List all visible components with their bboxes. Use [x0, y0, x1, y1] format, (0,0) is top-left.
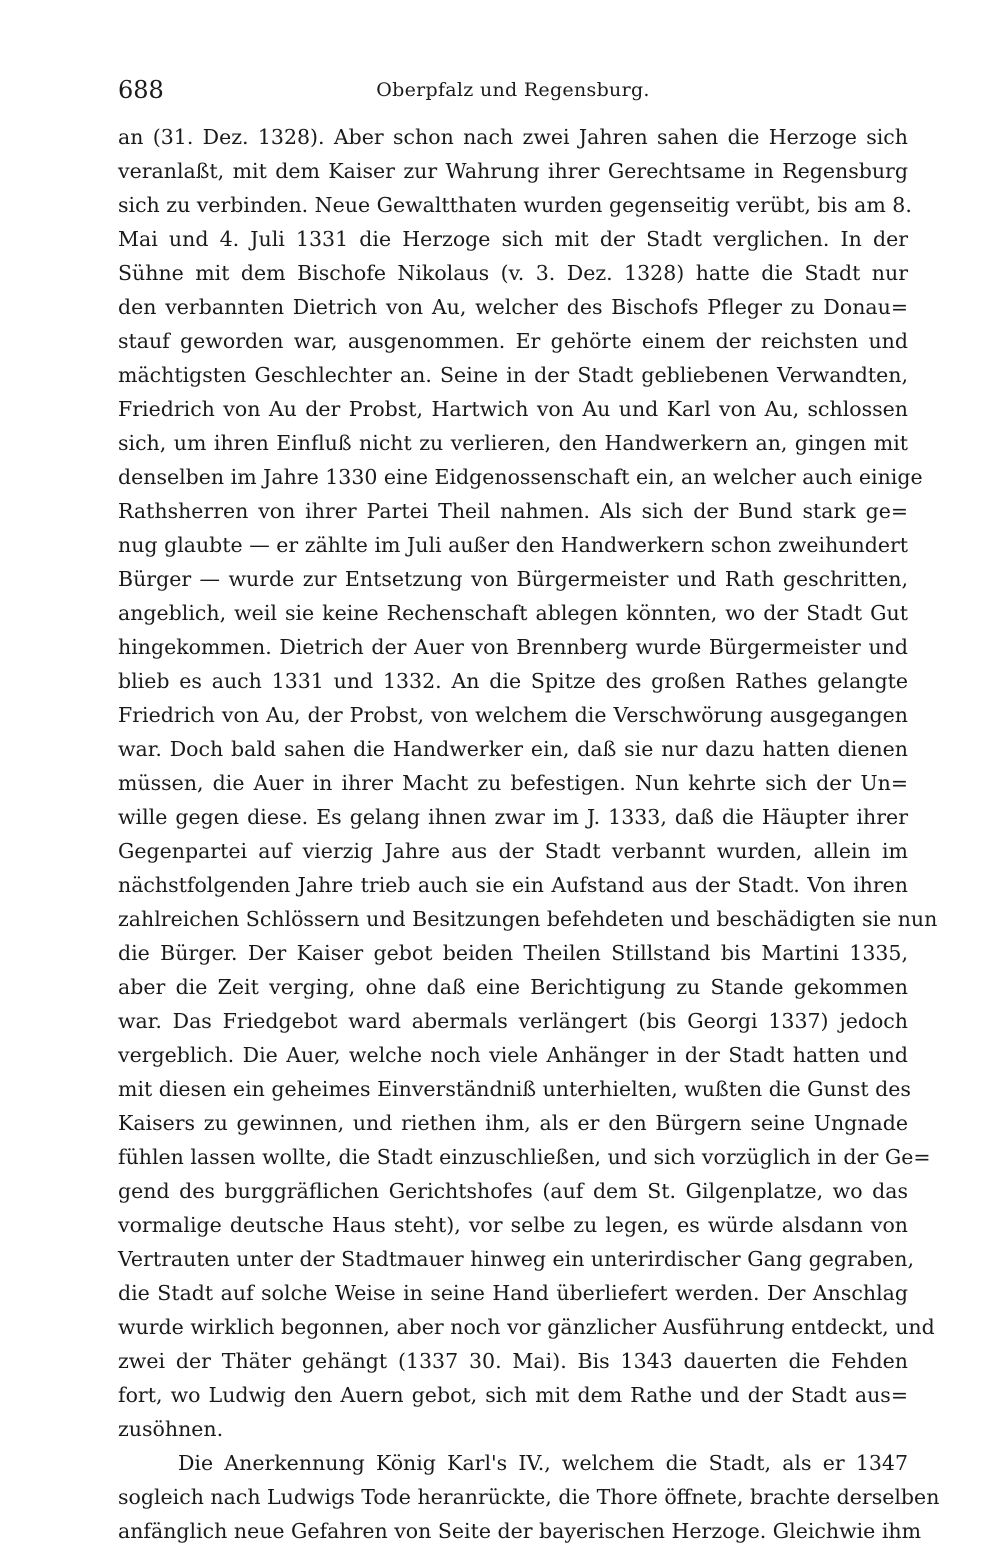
text-line: Friedrich von Au der Probst, Hartwich von Au und Karl von Au, schlossen [118, 397, 908, 421]
text-line: aber die Zeit verging, ohne daß eine Berichtigung zu Stande gekommen [118, 975, 908, 999]
text-line: müssen, die Auer in ihrer Macht zu befestigen. Nun kehrte sich der Un= [118, 771, 908, 795]
text-line: stauf geworden war, ausgenommen. Er gehörte einem der reichsten und [118, 329, 908, 353]
text-line: vergeblich. Die Auer, welche noch viele Anhänger in der Stadt hatten und [118, 1043, 908, 1067]
text-line: vormalige deutsche Haus steht), vor selbe zu legen, es würde alsdann von [118, 1213, 908, 1237]
text-line: veranlaßt, mit dem Kaiser zur Wahrung ihrer Gerechtsame in Regensburg [118, 159, 908, 183]
page-header [118, 72, 908, 108]
text-line: denselben im Jahre 1330 eine Eidgenossenschaft ein, an welcher auch einige [118, 465, 923, 489]
text-line: zusöhnen. [118, 1417, 224, 1441]
text-line: die Bürger. Der Kaiser gebot beiden Theilen Stillstand bis Martini 1335, [118, 941, 908, 965]
text-line: sich, um ihren Einfluß nicht zu verlieren, den Handwerkern an, gingen mit [118, 431, 908, 455]
text-line: Kaisers zu gewinnen, und riethen ihm, als er den Bürgern seine Ungnade [118, 1111, 908, 1135]
paragraph [118, 120, 938, 1446]
text-line: angeblich, weil sie keine Rechenschaft ablegen könnten, wo der Stadt Gut [118, 601, 908, 625]
paragraph [118, 1446, 940, 1548]
text-line: Sühne mit dem Bischofe Nikolaus (v. 3. Dez. 1328) hatte die Stadt nur [118, 261, 908, 285]
text-line: Mai und 4. Juli 1331 die Herzoge sich mit der Stadt verglichen. In der [118, 227, 908, 251]
page-number: 688 [118, 76, 164, 104]
text-line: die Stadt auf solche Weise in seine Hand überliefert werden. Der Anschlag [118, 1281, 908, 1305]
text-line: hingekommen. Dietrich der Auer von Brennberg wurde Bürgermeister und [118, 635, 908, 659]
text-line: blieb es auch 1331 und 1332. An die Spitze des großen Rathes gelangte [118, 669, 908, 693]
text-line: nug glaubte — er zählte im Juli außer den Handwerkern schon zweihundert [118, 533, 908, 557]
text-line: Bürger — wurde zur Entsetzung von Bürgermeister und Rath geschritten, [118, 567, 908, 591]
text-line: Vertrauten unter der Stadtmauer hinweg ein unterirdischer Gang gegraben, [118, 1247, 915, 1271]
text-line: zwei der Thäter gehängt (1337 30. Mai). Bis 1343 dauerten die Fehden [118, 1349, 908, 1373]
text-line: war. Doch bald sahen die Handwerker ein, daß sie nur dazu hatten dienen [118, 737, 908, 761]
text-line: Gegenpartei auf vierzig Jahre aus der Stadt verbannt wurden, allein im [118, 839, 908, 863]
text-line: Friedrich von Au, der Probst, von welchem die Verschwörung ausgegangen [118, 703, 908, 727]
text-line: zahlreichen Schlössern und Besitzungen befehdeten und beschädigten sie nun [118, 907, 938, 931]
text-line: sich zu verbinden. Neue Gewaltthaten wurden gegenseitig verübt, bis am 8. [118, 193, 912, 217]
text-line: mit diesen ein geheimes Einverständniß unterhielten, wußten die Gunst des [118, 1077, 911, 1101]
running-title: Oberpfalz und Regensburg. [376, 79, 650, 101]
text-line: wurde wirklich begonnen, aber noch vor gänzlicher Ausführung entdeckt, und [118, 1315, 935, 1339]
text-line: den verbannten Dietrich von Au, welcher des Bischofs Pfleger zu Donau= [118, 295, 908, 319]
text-line: an (31. Dez. 1328). Aber schon nach zwei Jahren sahen die Herzoge sich [118, 125, 908, 149]
text-line: anfänglich neue Gefahren von Seite der bayerischen Herzoge. Gleichwie ihm [118, 1519, 922, 1543]
text-line: Rathsherren von ihrer Partei Theil nahmen. Als sich der Bund stark ge= [118, 499, 908, 523]
text-line: war. Das Friedgebot ward abermals verlängert (bis Georgi 1337) jedoch [118, 1009, 908, 1033]
text-line: fühlen lassen wollte, die Stadt einzuschließen, und sich vorzüglich in der Ge= [118, 1145, 931, 1169]
body-text [118, 120, 940, 1548]
text-line: wille gegen diese. Es gelang ihnen zwar im J. 1333, daß die Häupter ihrer [118, 805, 908, 829]
text-line: nächstfolgenden Jahre trieb auch sie ein Aufstand aus der Stadt. Von ihren [118, 873, 908, 897]
text-line: gend des burggräflichen Gerichtshofes (auf dem St. Gilgenplatze, wo das [118, 1179, 908, 1203]
text-line: mächtigsten Geschlechter an. Seine in der Stadt gebliebenen Verwandten, [118, 363, 908, 387]
text-line: sogleich nach Ludwigs Tode heranrückte, die Thore öffnete, brachte derselben [118, 1485, 940, 1509]
text-line: fort, wo Ludwig den Auern gebot, sich mit dem Rathe und der Stadt aus= [118, 1383, 908, 1407]
text-line: Die Anerkennung König Karl's IV., welchem die Stadt, als er 1347 [178, 1451, 908, 1475]
